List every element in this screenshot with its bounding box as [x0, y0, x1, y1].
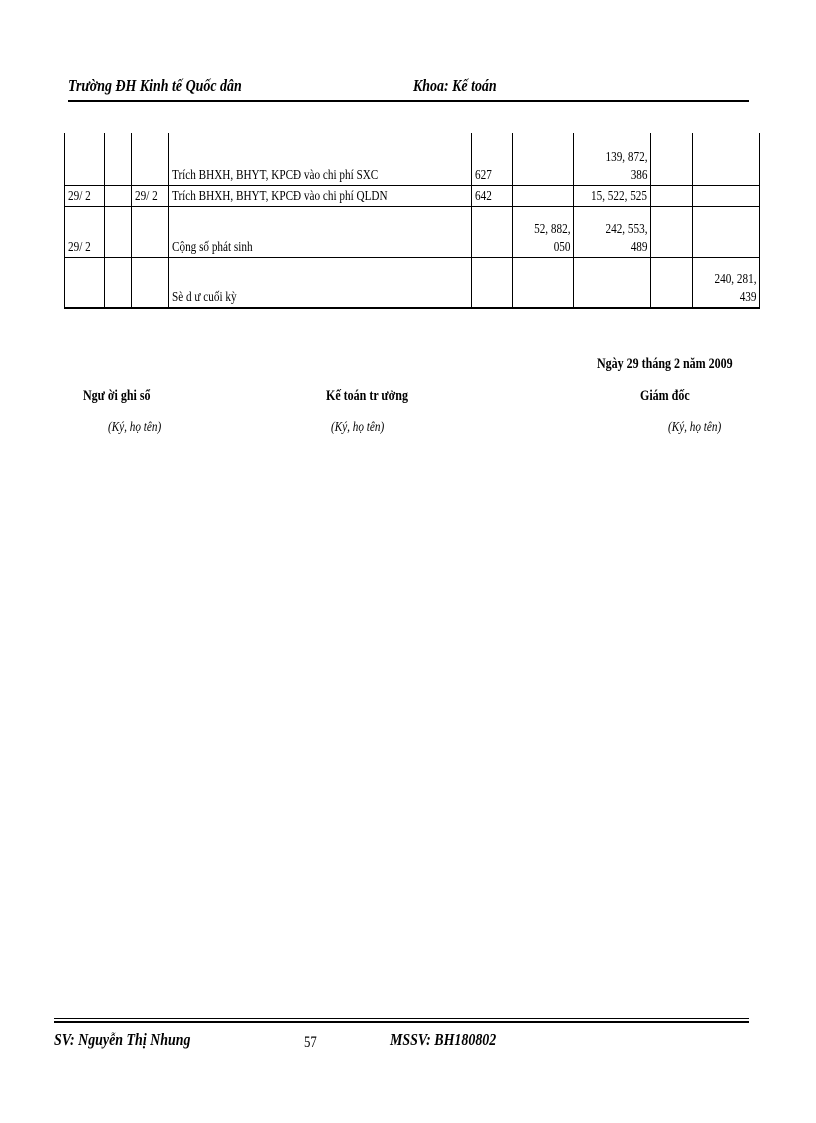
footer-rule	[54, 1021, 749, 1023]
cell-credit: 139, 872, 386	[574, 133, 651, 185]
cell-balance-debit	[651, 185, 693, 206]
table-row	[65, 206, 760, 257]
ledger-table	[64, 133, 760, 309]
cell-account	[472, 206, 513, 257]
chief-accountant-title: Kế toán tr ưởng	[326, 388, 408, 404]
cell-balance-debit	[651, 257, 693, 308]
cell-description: Trích BHXH, BHYT, KPCĐ vào chi phí QLDN	[169, 185, 472, 206]
cell-debit	[513, 257, 574, 308]
school-name: Trường ĐH Kinh tế Quốc dân	[68, 76, 242, 95]
cell-voucher-date	[132, 206, 169, 257]
page-number: 57	[304, 1034, 317, 1051]
cell-voucher-no	[105, 185, 132, 206]
table-row	[65, 133, 760, 185]
table-row	[65, 257, 760, 308]
cell-balance-debit	[651, 133, 693, 185]
signature-date: Ngày 29 tháng 2 năm 2009	[597, 356, 733, 372]
cell-voucher-no	[105, 206, 132, 257]
faculty-name: Khoa: Kế toán	[413, 76, 497, 95]
cell-description: Sè d ư cuối kỳ	[169, 257, 472, 308]
cell-balance-debit	[651, 206, 693, 257]
cell-account: 627	[472, 133, 513, 185]
cell-date	[65, 133, 105, 185]
table-row	[65, 185, 760, 206]
page-header	[68, 72, 749, 102]
student-name: SV: Nguyễn Thị Nhung	[54, 1030, 191, 1049]
cell-description: Cộng số phát sinh	[169, 206, 472, 257]
student-id: MSSV: BH180802	[390, 1030, 497, 1049]
cell-account	[472, 257, 513, 308]
cell-credit	[574, 257, 651, 308]
cell-balance-credit: 240, 281, 439	[693, 257, 760, 308]
cell-balance-credit	[693, 206, 760, 257]
cell-description: Trích BHXH, BHYT, KPCĐ vào chi phí SXC	[169, 133, 472, 185]
recorder-title: Ngư ời ghi sổ	[83, 388, 151, 404]
cell-credit: 15, 522, 525	[574, 185, 651, 206]
footer-rule	[54, 1018, 749, 1019]
cell-account: 642	[472, 185, 513, 206]
cell-debit	[513, 133, 574, 185]
cell-voucher-date: 29/ 2	[132, 185, 169, 206]
cell-date: 29/ 2	[65, 206, 105, 257]
cell-voucher-date	[132, 257, 169, 308]
cell-voucher-no	[105, 257, 132, 308]
cell-debit	[513, 185, 574, 206]
cell-balance-credit	[693, 185, 760, 206]
director-title: Giám đốc	[640, 388, 690, 404]
page-footer	[54, 1018, 749, 1063]
cell-date: 29/ 2	[65, 185, 105, 206]
cell-voucher-date	[132, 133, 169, 185]
director-sign-note: (Ký, họ tên)	[668, 420, 722, 435]
cell-voucher-no	[105, 133, 132, 185]
cell-date	[65, 257, 105, 308]
signature-block	[0, 356, 816, 446]
header-rule	[68, 100, 749, 102]
cell-debit: 52, 882, 050	[513, 206, 574, 257]
cell-credit: 242, 553, 489	[574, 206, 651, 257]
recorder-sign-note: (Ký, họ tên)	[108, 420, 162, 435]
cell-balance-credit	[693, 133, 760, 185]
chief-accountant-sign-note: (Ký, họ tên)	[331, 420, 385, 435]
